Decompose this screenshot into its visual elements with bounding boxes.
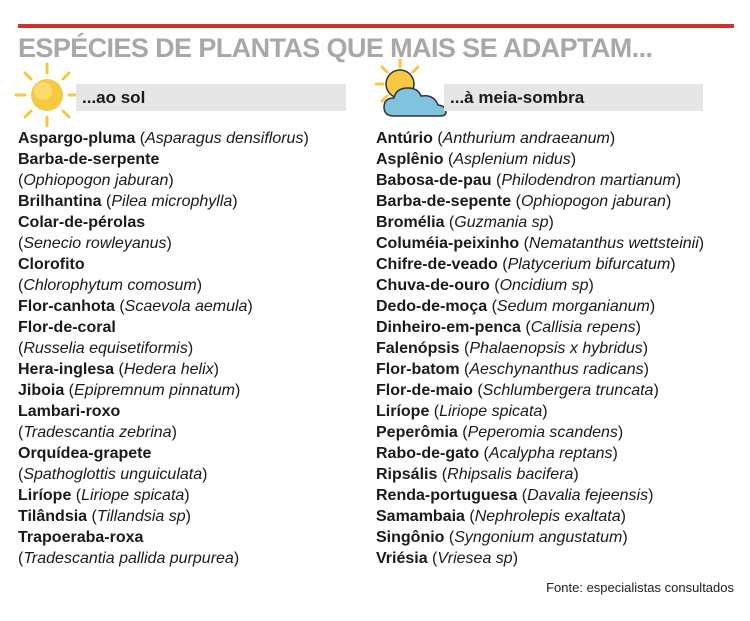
list-item: Renda-portuguesa (Davalia fejeensis) (376, 487, 654, 504)
list-item: Ripsális (Rhipsalis bacifera) (376, 466, 579, 483)
list-item: Dinheiro-em-penca (Callisia repens) (376, 319, 641, 336)
list-item: Chuva-de-ouro (Oncidium sp) (376, 277, 594, 294)
list-item: Lambari-roxo (18, 403, 121, 420)
sun-column-header: ...ao sol (76, 84, 346, 111)
list-item: Jiboia (Epipremnum pinnatum) (18, 382, 241, 399)
list-item: Bromélia (Guzmania sp) (376, 214, 554, 231)
list-item: Liríope (Liriope spicata) (376, 403, 548, 420)
sun-cloud-icon (372, 58, 450, 124)
list-item: Orquídea-grapete (18, 445, 152, 462)
list-item: (Tradescantia zebrina) (18, 424, 177, 441)
shade-column-header: ...à meia-sombra (444, 84, 703, 111)
list-item: Antúrio (Anthurium andraeanum) (376, 130, 616, 147)
list-item: Brilhantina (Pilea microphylla) (18, 193, 238, 210)
list-item: Flor-canhota (Scaevola aemula) (18, 298, 253, 315)
list-item: Liríope (Liriope spicata) (18, 487, 190, 504)
list-item: Falenópsis (Phalaenopsis x hybridus) (376, 340, 649, 357)
list-item: Samambaia (Nephrolepis exaltata) (376, 508, 626, 525)
list-item: (Tradescantia pallida purpurea) (18, 550, 240, 567)
source-note: Fonte: especialistas consultados (546, 580, 734, 595)
list-item: Dedo-de-moça (Sedum morganianum) (376, 298, 656, 315)
list-item: (Senecio rowleyanus) (18, 235, 172, 252)
list-item: Columéia-peixinho (Nematanthus wettsteinii) (376, 235, 705, 252)
list-item: Vriésia (Vriesea sp) (376, 550, 519, 567)
list-item: Hera-inglesa (Hedera helix) (18, 361, 219, 378)
list-item: Flor-de-coral (18, 319, 116, 336)
sun-plant-list (18, 128, 358, 569)
list-item: Barba-de-sepente (Ophiopogon jaburan) (376, 193, 672, 210)
list-item: Peperômia (Peperomia scandens) (376, 424, 624, 441)
list-item: Colar-de-pérolas (18, 214, 146, 231)
list-item: Tilândsia (Tillandsia sp) (18, 508, 191, 525)
list-item: (Russelia equisetiformis) (18, 340, 194, 357)
list-item: Aspargo-pluma (Asparagus densiflorus) (18, 130, 309, 147)
top-accent-bar (18, 24, 734, 28)
list-item: Singônio (Syngonium angustatum) (376, 529, 628, 546)
sun-icon (14, 62, 80, 128)
list-item: (Chlorophytum comosum) (18, 277, 203, 294)
list-item: Babosa-de-pau (Philodendron martianum) (376, 172, 682, 189)
list-item: (Spathoglottis unguiculata) (18, 466, 208, 483)
list-item: (Ophiopogon jaburan) (18, 172, 174, 189)
list-item: Barba-de-serpente (18, 151, 160, 168)
list-item: Clorofito (18, 256, 85, 273)
list-item: Trapoeraba-roxa (18, 529, 144, 546)
list-item: Chifre-de-veado (Platycerium bifurcatum) (376, 256, 676, 273)
list-item: Flor-de-maio (Schlumbergera truncata) (376, 382, 659, 399)
shade-plant-list (376, 128, 741, 569)
list-item: Rabo-de-gato (Acalypha reptans) (376, 445, 618, 462)
list-item: Flor-batom (Aeschynanthus radicans) (376, 361, 649, 378)
page-title: ESPÉCIES DE PLANTAS QUE MAIS SE ADAPTAM... (18, 33, 653, 63)
list-item: Asplênio (Asplenium nidus) (376, 151, 577, 168)
